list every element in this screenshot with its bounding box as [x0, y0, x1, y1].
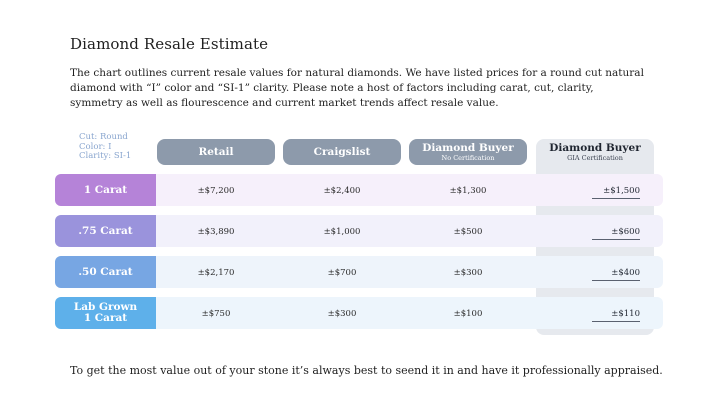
cell-diamond-buyer-2: ±$500	[453, 227, 483, 237]
footer-note: To get the most value out of your stone it’s always best to seend it in and have it professionally appraised.	[70, 364, 663, 377]
cell-gia-4: ±$110	[592, 309, 640, 322]
row-label-75-carat	[55, 215, 156, 247]
column-header-diamond-buyer-sub: No Certification	[441, 154, 495, 162]
column-header-diamond-buyer	[409, 139, 527, 165]
column-header-gia-sub: GIA Certification	[567, 154, 623, 162]
column-header-craigslist-label: Craigslist	[313, 146, 371, 158]
cell-retail-2: ±$3,890	[197, 227, 235, 237]
intro-paragraph: The chart outlines current resale values for natural diamonds. We have listed prices for a round cut natural diamond with “I” color and “SI-1” clarity. Please note a host of factors including carat, cut, clarity, symmetry as well as flourescence and current market trends affect resale value.	[70, 67, 644, 109]
row-label-text: .75 Carat	[78, 224, 133, 237]
column-header-diamond-buyer-gia	[536, 142, 654, 162]
row-label-50-carat	[55, 256, 156, 288]
column-header-retail-label: Retail	[198, 146, 234, 158]
cell-gia-2: ±$600	[592, 227, 640, 240]
column-header-craigslist	[283, 139, 401, 165]
cell-diamond-buyer-3: ±$300	[453, 268, 483, 278]
row-label-text: .50 Carat	[78, 265, 133, 278]
cell-retail-1: ±$7,200	[197, 186, 235, 196]
cell-craigslist-2: ±$1,000	[323, 227, 361, 237]
cell-diamond-buyer-4: ±$100	[453, 309, 483, 319]
spec-cut: Cut: Round	[79, 132, 128, 142]
cell-craigslist-3: ±$700	[327, 268, 357, 278]
row-label-text: 1 Carat	[83, 183, 128, 196]
cell-diamond-buyer-1: ±$1,300	[449, 186, 487, 196]
column-header-gia-label: Diamond Buyer	[549, 142, 641, 154]
page-title: Diamond Resale Estimate	[70, 35, 269, 53]
column-header-retail	[157, 139, 275, 165]
diamond-specs	[79, 133, 131, 162]
cell-retail-3: ±$2,170	[197, 268, 235, 278]
cell-retail-4: ±$750	[201, 309, 231, 319]
cell-gia-3: ±$400	[592, 268, 640, 281]
cell-gia-1: ±$1,500	[592, 186, 640, 199]
spec-clarity: Clarity: SI-1	[79, 151, 132, 161]
row-label-lab-grown	[55, 297, 156, 329]
spec-color: Color: I	[79, 141, 112, 152]
row-label-text: Lab Grown 1 Carat	[73, 301, 138, 324]
cell-craigslist-4: ±$300	[327, 309, 357, 319]
cell-craigslist-1: ±$2,400	[323, 186, 361, 196]
row-label-1-carat	[55, 174, 156, 206]
column-header-diamond-buyer-label: Diamond Buyer	[422, 142, 514, 154]
